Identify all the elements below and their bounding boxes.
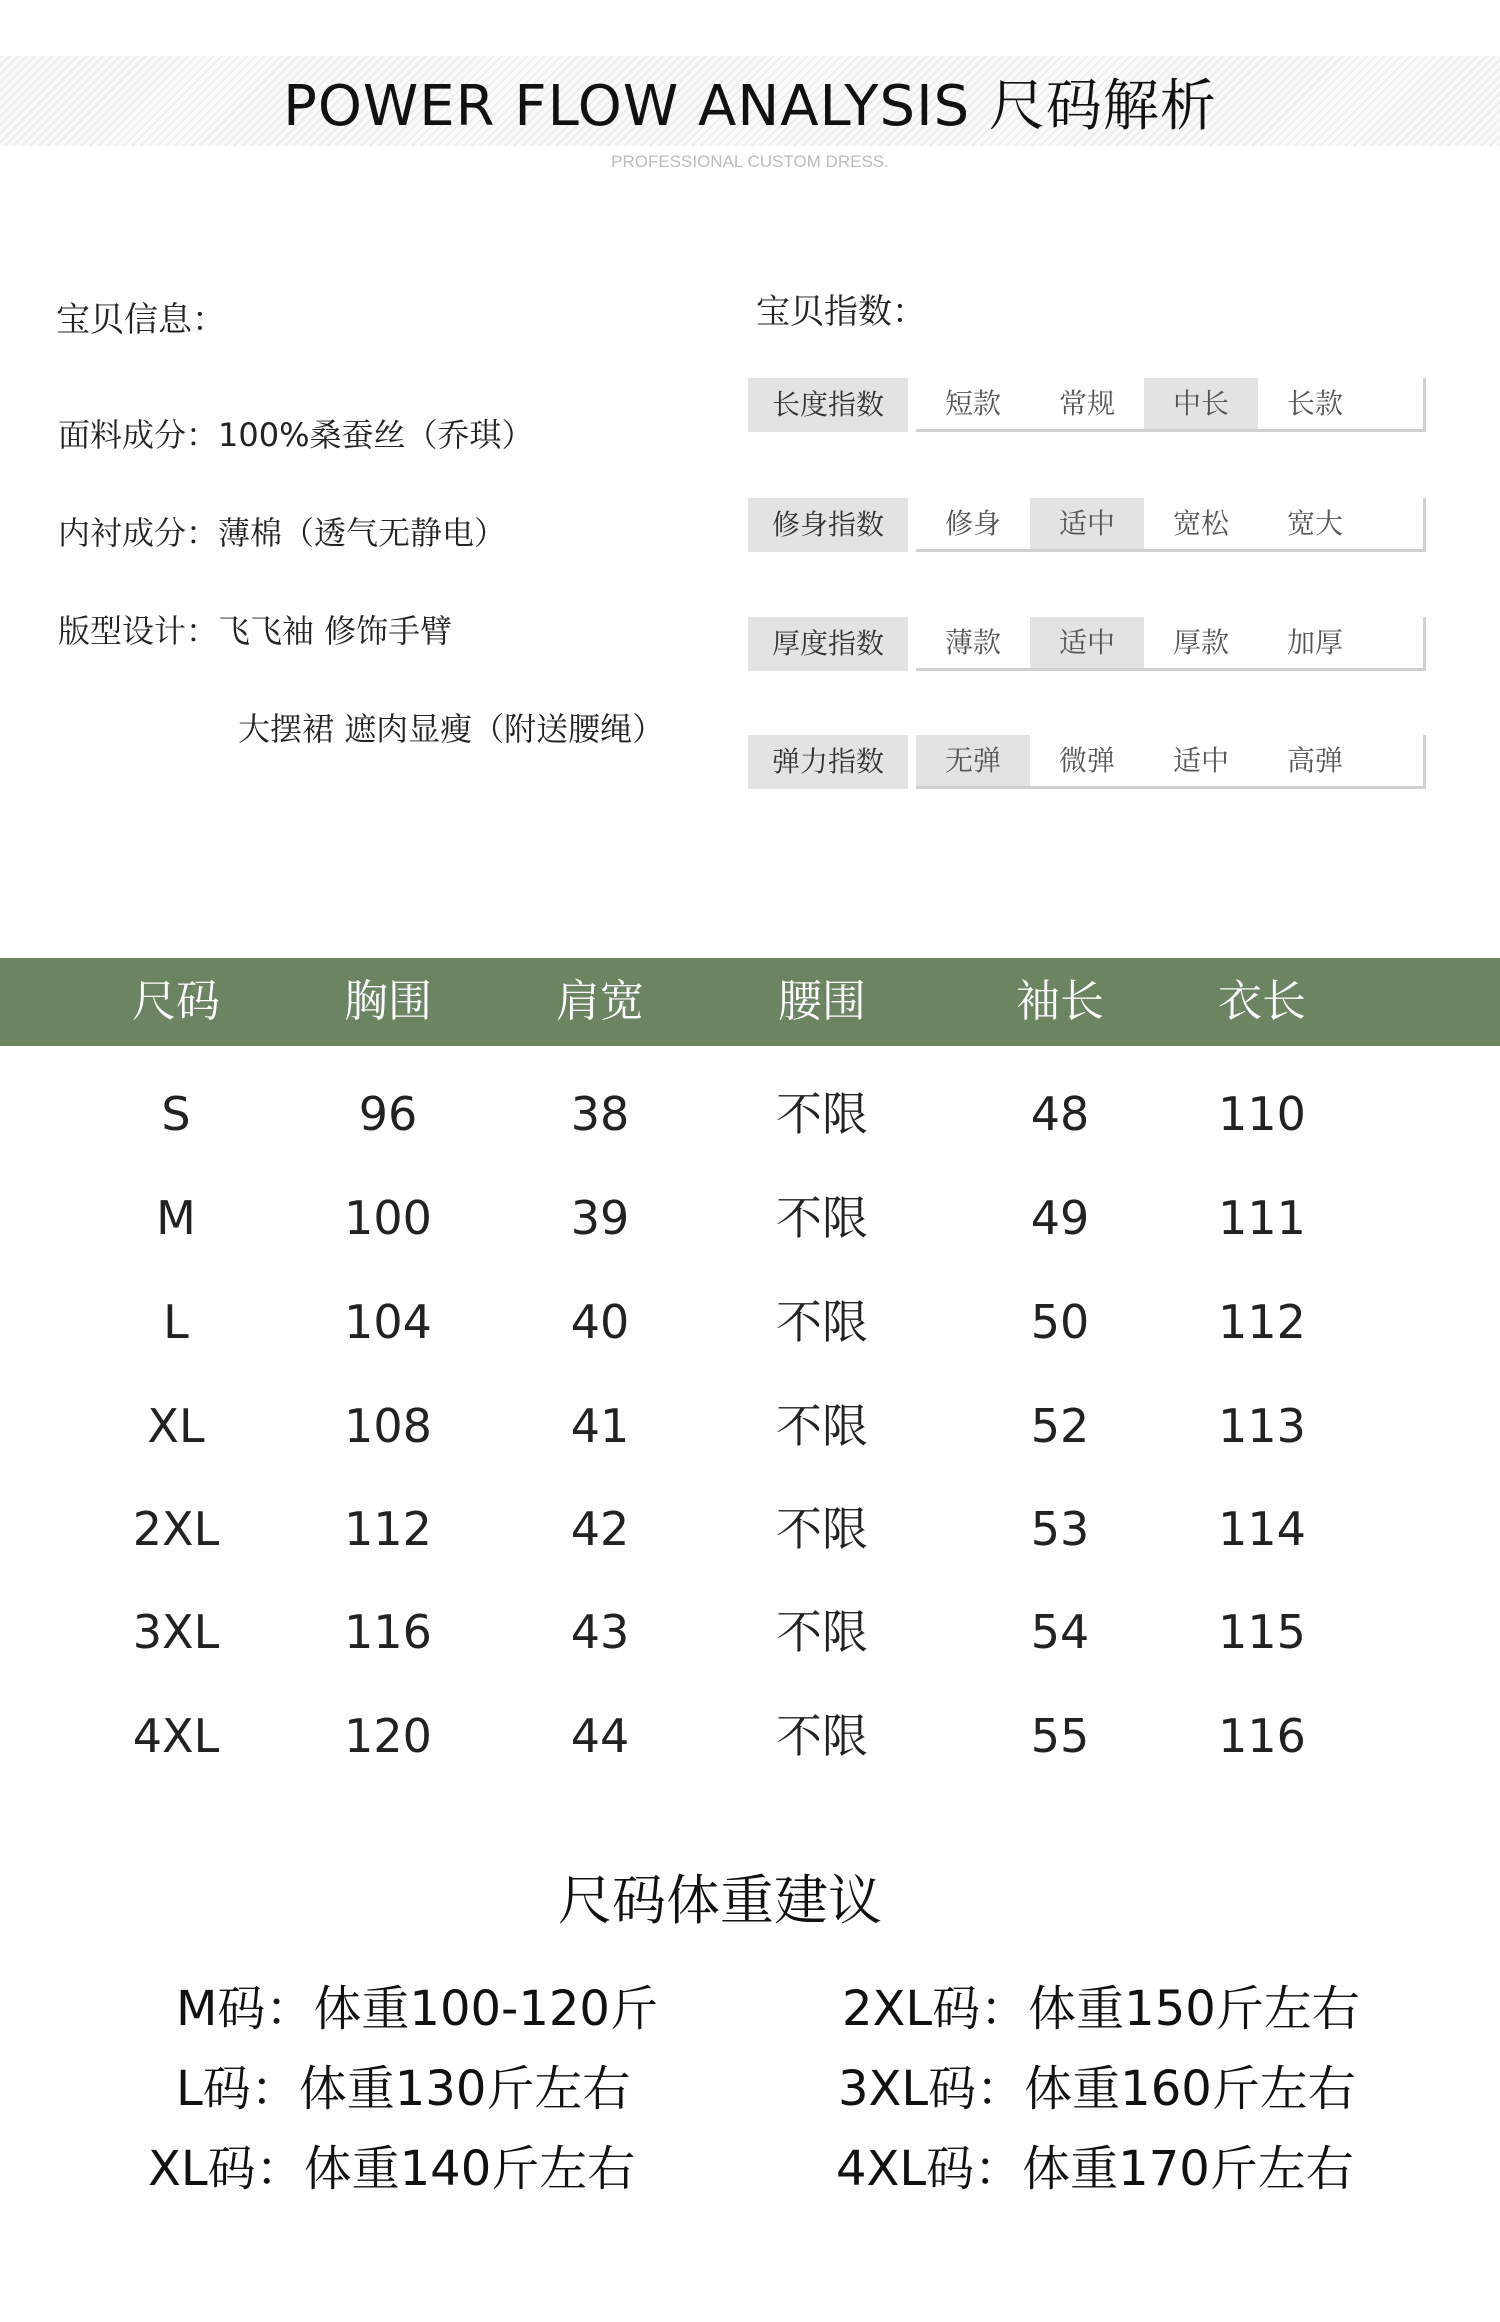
index-track (916, 498, 1426, 552)
table-cell: 3XL (132, 1605, 220, 1659)
weight-rec-item: 4XL码：体重170斤左右 (836, 2141, 1354, 2197)
table-cell: 2XL (132, 1502, 220, 1556)
index-option: 适中 (1172, 744, 1229, 777)
table-cell: 112 (344, 1502, 432, 1556)
table-cell: 52 (1030, 1399, 1090, 1453)
table-cell: 113 (1218, 1399, 1306, 1453)
index-row (748, 378, 1424, 432)
index-option: 短款 (944, 387, 1001, 420)
table-cell: 108 (344, 1399, 432, 1453)
page-title: POWER FLOW ANALYSIS 尺码解析 (283, 74, 1217, 139)
index-option-selected: 无弹 (916, 735, 1030, 786)
index-row (748, 498, 1424, 552)
index-option: 加厚 (1286, 626, 1343, 659)
table-cell: 49 (1030, 1191, 1090, 1245)
table-cell: 114 (1218, 1502, 1306, 1556)
table-cell: 不限 (776, 1399, 868, 1453)
table-cell: 111 (1218, 1191, 1306, 1245)
index-option: 宽大 (1286, 507, 1343, 540)
index-option: 微弹 (1058, 744, 1115, 777)
weight-rec-item: 2XL码：体重150斤左右 (842, 1981, 1360, 2037)
design-info-continued: 大摆裙 遮肉显瘦（附送腰绳） (238, 710, 665, 748)
table-cell: 39 (570, 1191, 630, 1245)
table-cell: 38 (570, 1087, 630, 1141)
table-cell: 116 (344, 1605, 432, 1659)
table-cell: L (163, 1295, 189, 1349)
table-cell: 115 (1218, 1605, 1306, 1659)
product-info-heading: 宝贝信息： (56, 300, 226, 340)
column-header: 胸围 (344, 976, 432, 1027)
weight-recommendation-title: 尺码体重建议 (558, 1869, 882, 1932)
index-option: 修身 (944, 507, 1001, 540)
weight-rec-item: L码：体重130斤左右 (176, 2061, 631, 2117)
lining-info: 内衬成分：薄棉（透气无静电） (58, 514, 507, 552)
index-option: 高弹 (1286, 744, 1343, 777)
table-cell: 96 (358, 1087, 418, 1141)
table-cell: 43 (570, 1605, 630, 1659)
index-row (748, 735, 1424, 789)
index-label: 厚度指数 (748, 617, 908, 671)
weight-rec-item: 3XL码：体重160斤左右 (838, 2061, 1356, 2117)
table-cell: 不限 (776, 1191, 868, 1245)
table-cell: 110 (1218, 1087, 1306, 1141)
table-cell: 不限 (776, 1605, 868, 1659)
table-cell: S (161, 1087, 191, 1141)
index-option: 宽松 (1172, 507, 1229, 540)
index-track (916, 617, 1426, 671)
page-subtitle: PROFESSIONAL CUSTOM DRESS. (611, 152, 889, 171)
table-cell: 不限 (776, 1709, 868, 1763)
table-cell: 104 (344, 1295, 432, 1349)
index-row (748, 617, 1424, 671)
table-cell: XL (147, 1399, 205, 1453)
indices-heading: 宝贝指数： (756, 292, 926, 332)
weight-rec-item: XL码：体重140斤左右 (148, 2141, 636, 2197)
table-cell: 54 (1030, 1605, 1090, 1659)
index-option-selected: 适中 (1030, 617, 1144, 668)
table-cell: 44 (570, 1709, 630, 1763)
index-option: 薄款 (944, 626, 1001, 659)
column-header: 尺码 (132, 976, 220, 1027)
table-cell: 55 (1030, 1709, 1090, 1763)
design-info: 版型设计：飞飞袖 修饰手臂 (58, 612, 453, 650)
table-cell: 不限 (776, 1087, 868, 1141)
table-cell: 48 (1030, 1087, 1090, 1141)
table-cell: M (156, 1191, 196, 1245)
index-label: 弹力指数 (748, 735, 908, 789)
index-track (916, 735, 1426, 789)
table-cell: 4XL (132, 1709, 220, 1763)
table-cell: 112 (1218, 1295, 1306, 1349)
table-cell: 50 (1030, 1295, 1090, 1349)
weight-rec-item: M码：体重100-120斤 (176, 1981, 658, 2037)
index-option-selected: 中长 (1144, 378, 1258, 429)
index-option: 厚款 (1172, 626, 1229, 659)
index-option: 常规 (1058, 387, 1115, 420)
index-track (916, 378, 1426, 432)
table-cell: 116 (1218, 1709, 1306, 1763)
table-cell: 不限 (776, 1502, 868, 1556)
column-header: 腰围 (778, 976, 866, 1027)
index-option-selected: 适中 (1030, 498, 1144, 549)
index-label: 修身指数 (748, 498, 908, 552)
table-cell: 53 (1030, 1502, 1090, 1556)
index-option: 长款 (1286, 387, 1343, 420)
table-cell: 120 (344, 1709, 432, 1763)
table-cell: 40 (570, 1295, 630, 1349)
table-cell: 41 (570, 1399, 630, 1453)
table-cell: 42 (570, 1502, 630, 1556)
index-label: 长度指数 (748, 378, 908, 432)
column-header: 肩宽 (556, 976, 644, 1027)
fabric-info: 面料成分：100%桑蚕丝（乔琪） (58, 416, 534, 454)
column-header: 衣长 (1218, 976, 1306, 1027)
table-cell: 100 (344, 1191, 432, 1245)
column-header: 袖长 (1016, 976, 1104, 1027)
table-cell: 不限 (776, 1295, 868, 1349)
